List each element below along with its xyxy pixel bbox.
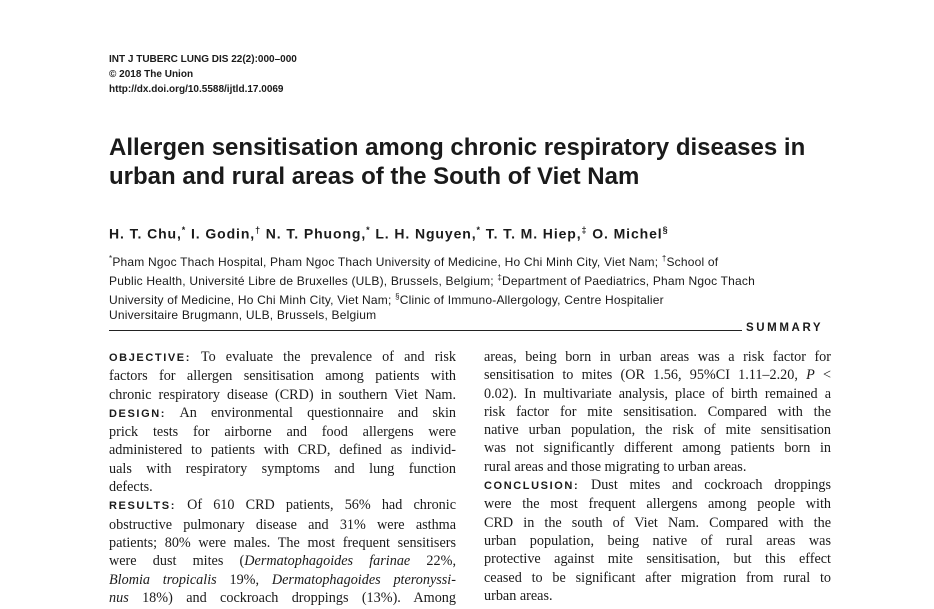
author-name: I. Godin, <box>190 225 256 242</box>
text-line: risk factor for mite sensitisation. Compared with the <box>484 403 831 420</box>
text-line: rural areas and those migrating to urban areas. <box>484 458 747 475</box>
abstract-right-column <box>484 348 831 605</box>
text-line: patients; 80% were males. The most frequent sensitisers <box>109 534 456 551</box>
abstract-left-column <box>109 348 456 607</box>
text-line: was not significantly different among patients born in <box>484 440 831 457</box>
objective-label: OBJECTIVE: <box>109 352 192 364</box>
results-paragraph <box>109 496 456 607</box>
section-divider <box>109 330 742 331</box>
text-line: urban areas. <box>484 587 553 604</box>
design-paragraph <box>109 404 456 496</box>
text-line <box>109 571 456 589</box>
affiliation-text: Public Health, Université Libre de Bruxelles (ULB), Brussels, Belgium; <box>109 274 494 288</box>
text-line: 0.02). In multivariate analysis, place of birth remained a <box>484 385 831 402</box>
text-segment: Of 610 CRD patients, 56% had chronic <box>187 497 456 514</box>
affiliation-mark: * <box>366 225 371 235</box>
affiliation-text: Department of Paediatrics, Pham Ngoc Thach <box>502 274 755 288</box>
objective-paragraph <box>109 348 456 404</box>
affiliation-mark: † <box>255 225 261 235</box>
affiliation-text: Pham Ngoc Thach Hospital, Pham Ngoc Thach University of Medicine, Ho Chi Minh City, Viet Nam; <box>112 255 659 269</box>
text-line: factors for allergen sensitisation among patients with <box>109 368 456 385</box>
affiliation-mark: ‡ <box>581 225 588 235</box>
doi-link[interactable]: http://dx.doi.org/10.5588/ijtld.17.0069 <box>109 84 284 95</box>
text-segment: < <box>814 367 831 384</box>
text-line: protective against mite sensitisation, but this effect <box>484 551 831 568</box>
author-name: N. T. Phuong, <box>265 225 367 242</box>
species-name: Dermatophagoides farinae <box>244 553 411 570</box>
text-segment: were dust mites ( <box>109 553 245 570</box>
text-line: areas, being born in urban areas was a risk factor for <box>484 349 831 365</box>
affiliation-mark: * <box>181 225 187 235</box>
species-name: Blomia tropicalis <box>109 571 217 588</box>
affiliation-line-4: Universitaire Brugmann, ULB, Brussels, Belgium <box>109 308 377 322</box>
affiliations <box>109 251 849 323</box>
text-segment: To evaluate the prevalence of and risk <box>200 349 456 365</box>
text-segment: Dust mites and cockroach droppings <box>590 477 832 494</box>
text-line: urban population, being native of rural areas was <box>484 532 831 549</box>
affiliation-line-2 <box>109 270 849 289</box>
species-name: nus <box>109 589 129 606</box>
conclusion-paragraph <box>484 476 831 605</box>
text-line <box>109 552 456 570</box>
text-line: CRD in the south of Viet Nam. Compared with the <box>484 514 831 531</box>
text-segment: 18%) and cockroach droppings (13%). Among <box>128 589 456 606</box>
text-line: chronic respiratory disease (CRD) in southern Viet Nam. <box>109 386 456 403</box>
text-line: uals with respiratory symptoms and lung function <box>109 460 456 477</box>
affiliation-mark: § <box>662 225 669 235</box>
summary-heading: SUMMARY <box>746 322 824 334</box>
text-line: prick tests for airborne and food allergens were <box>109 424 456 441</box>
affiliation-line-1 <box>109 251 849 270</box>
affiliation-mark: * <box>109 254 113 263</box>
affiliation-text: Clinic of Immuno-Allergology, Centre Hospitalier <box>399 293 664 307</box>
p-value-symbol: P <box>806 367 815 384</box>
text-line <box>484 366 831 384</box>
results-continued-paragraph <box>484 348 831 476</box>
author-list <box>109 225 668 242</box>
journal-info <box>109 52 297 97</box>
text-line: defects. <box>109 479 153 496</box>
text-segment: An environmental questionnaire and skin <box>179 404 457 421</box>
affiliation-mark: * <box>476 225 481 235</box>
article-title <box>109 133 829 191</box>
text-line <box>109 589 456 607</box>
text-segment: 19%, <box>216 571 272 588</box>
results-label: RESULTS: <box>109 500 176 513</box>
conclusion-label: CONCLUSION: <box>484 480 580 493</box>
affiliation-text: University of Medicine, Ho Chi Minh City, Viet Nam; <box>109 293 392 307</box>
affiliation-mark: § <box>395 292 400 301</box>
text-line <box>109 496 456 515</box>
title-line-1: Allergen sensitisation among chronic respiratory diseases in <box>109 134 806 161</box>
species-name: Dermatophagoides pteronyssi- <box>271 571 456 588</box>
affiliation-mark: † <box>661 254 667 263</box>
text-line <box>109 404 456 423</box>
author-name: T. T. M. Hiep, <box>485 225 582 242</box>
title-line-2: urban and rural areas of the South of Viet Nam <box>109 163 640 190</box>
affiliation-line-3 <box>109 289 849 308</box>
author-name: L. H. Nguyen, <box>375 225 477 242</box>
text-line <box>109 348 456 367</box>
author-name: O. Michel <box>592 225 663 242</box>
affiliation-mark: ‡ <box>497 273 503 282</box>
text-line: obstructive pulmonary disease and 31% were asthma <box>109 516 456 533</box>
text-line <box>484 476 831 495</box>
text-segment: 22%, <box>410 553 456 570</box>
text-segment: sensitisation to mites (OR 1.56, 95%CI 1.11–2.20, <box>484 367 807 384</box>
text-line: native urban population, the risk of mite sensitisation <box>484 422 831 439</box>
text-line: ceased to be significant after migration from rural to <box>484 569 831 586</box>
affiliation-text: School of <box>666 255 719 269</box>
design-label: DESIGN: <box>109 407 167 420</box>
journal-citation: INT J TUBERC LUNG DIS 22(2):000–000 <box>109 54 297 65</box>
author-name: H. T. Chu, <box>109 225 182 242</box>
text-line: administered to patients with CRD, defined as individ- <box>109 442 456 459</box>
copyright-line: © 2018 The Union <box>109 69 194 80</box>
text-line: were the most frequent allergens among people with <box>484 496 831 513</box>
